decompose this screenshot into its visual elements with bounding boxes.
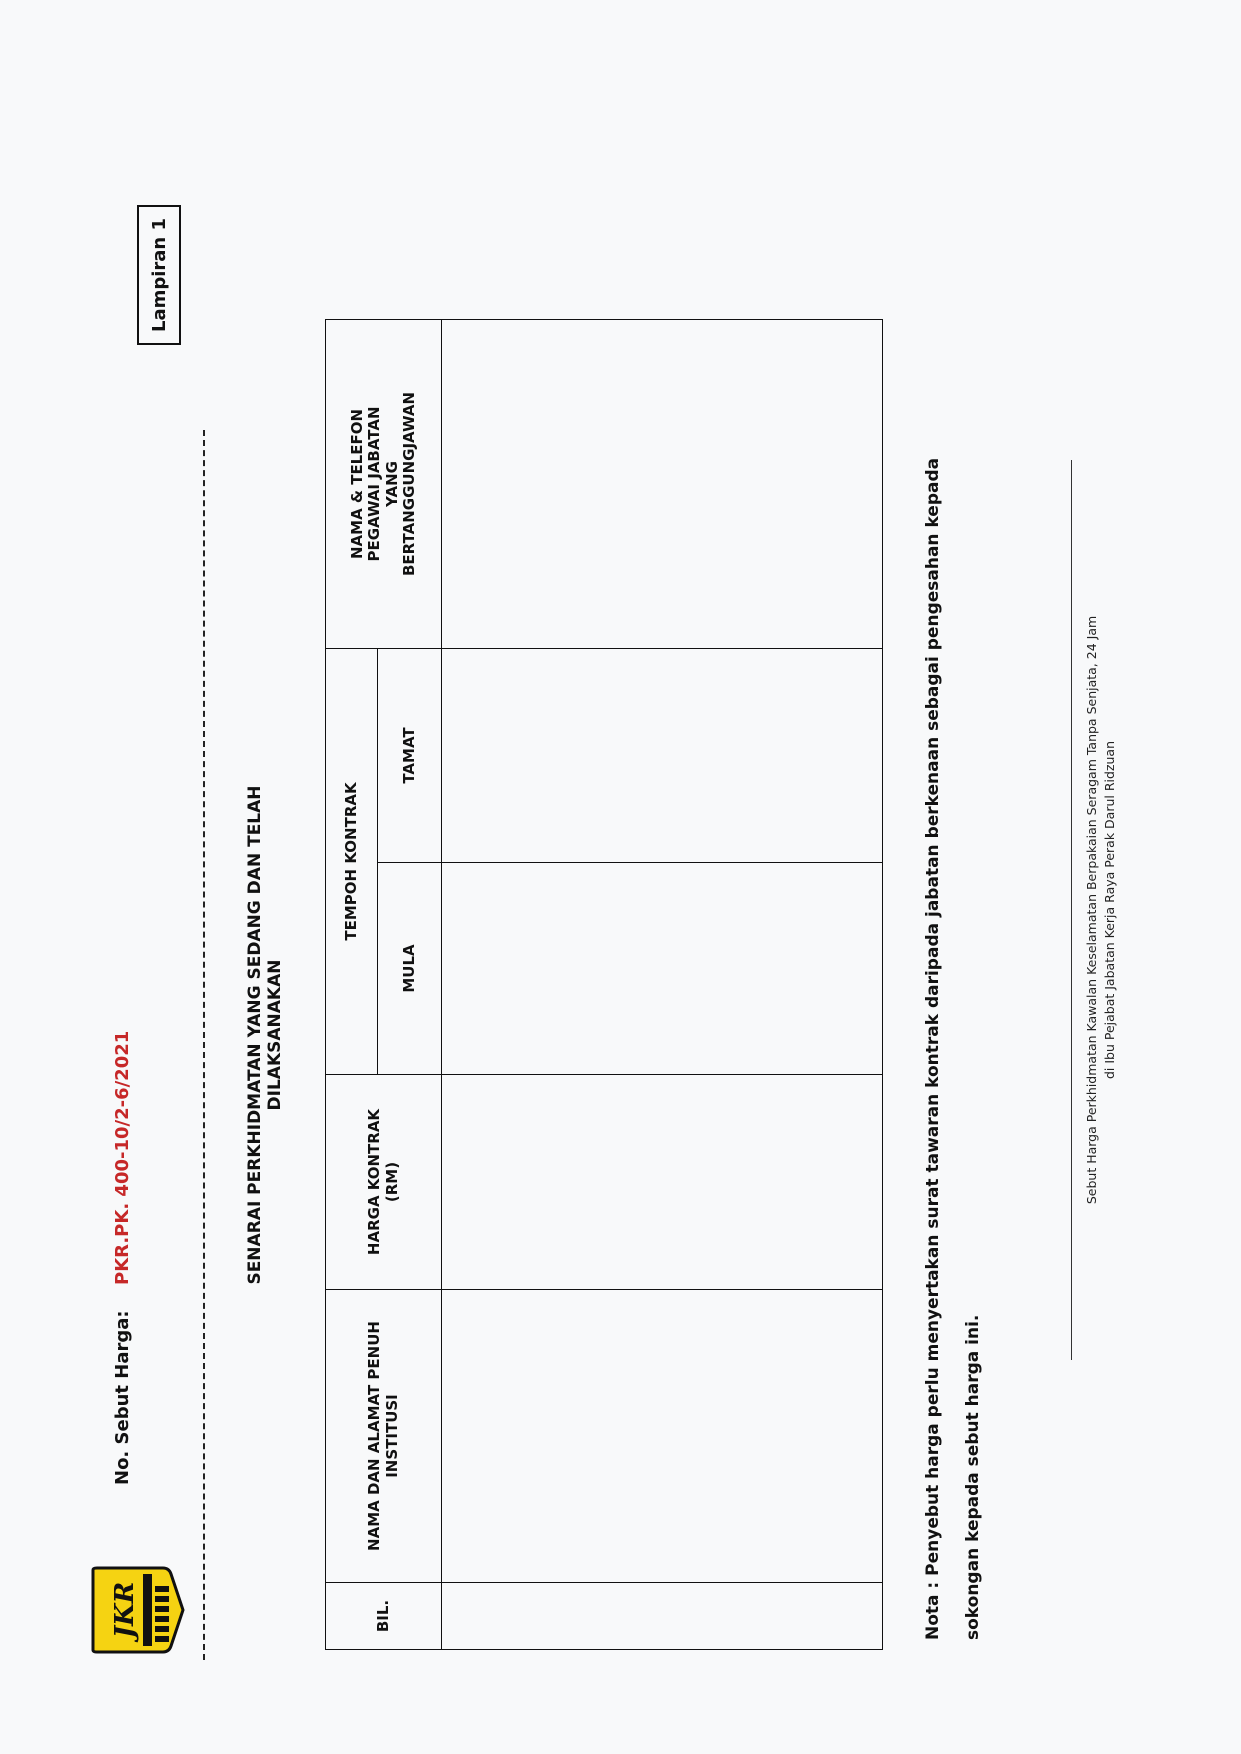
header-contract-price-line1: HARGA KONTRAK <box>365 1108 384 1256</box>
quotation-number-label: No. Sebut Harga: <box>112 1310 133 1485</box>
table-row <box>442 319 883 1649</box>
header-end: TAMAT <box>378 648 442 862</box>
services-table <box>325 319 883 1650</box>
header-officer-line4: BERTANGGUNGJAWAN <box>399 391 418 576</box>
footer-line-2: di Ibu Pejabat Jabatan Kerja Raya Perak Darul Ridzuan <box>1102 740 1118 1080</box>
header-officer-line3: YANG <box>382 461 401 507</box>
attachment-label: Lampiran 1 <box>137 205 181 345</box>
table-cell <box>442 1583 883 1650</box>
document-title: SENARAI PERKHIDMATAN YANG SEDANG DAN TELAH DILAKSANAKAN <box>245 785 285 1285</box>
footer-text <box>1083 460 1119 1360</box>
table-cell <box>442 863 883 1075</box>
header-bil: BIL. <box>326 1583 442 1650</box>
quotation-number: PKR.PK. 400-10/2-6/2021 <box>112 1030 133 1285</box>
header-start: MULA <box>378 863 442 1075</box>
table-cell <box>442 319 883 648</box>
table-cell <box>442 648 883 862</box>
table-cell <box>442 1290 883 1583</box>
note-text: Nota : Penyebut harga perlu menyertakan surat tawaran kontrak daripada jabatan berkenaan sebagai pengesahan kepada <box>923 457 943 1640</box>
header-institution-line1: NAMA DAN ALAMAT PENUH <box>365 1321 384 1551</box>
header-institution <box>326 1290 442 1583</box>
header-officer-line1: NAMA & TELEFON <box>348 408 366 560</box>
dashed-divider <box>203 430 205 1660</box>
header-contract-price-line2: (RM) <box>382 1161 401 1203</box>
note-text-continued: sokongan kepada sebut harga ini. <box>963 1314 983 1640</box>
header-contract-period: TEMPOH KONTRAK <box>326 648 378 1074</box>
jkr-logo <box>85 1560 185 1660</box>
footer-divider <box>1071 460 1072 1360</box>
document-page <box>85 60 1215 1660</box>
header-officer-line2: PEGAWAI JABATAN <box>365 406 384 562</box>
table-cell <box>442 1075 883 1290</box>
header-contract-price <box>326 1075 442 1290</box>
footer-line-1: Sebut Harga Perkhidmatan Kawalan Keselamatan Berpakaian Seragam Tanpa Senjata, 24 Jam <box>1084 615 1099 1205</box>
header-institution-line2: INSTITUSI <box>382 1394 401 1478</box>
logo-text: JKR <box>110 1581 140 1639</box>
header-officer <box>326 319 442 648</box>
